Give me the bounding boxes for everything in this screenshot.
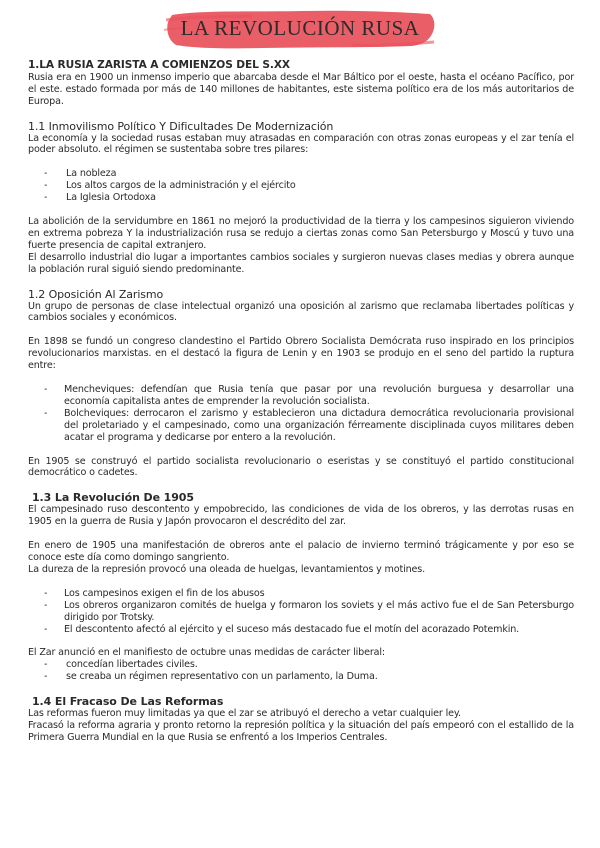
measures-list [28,659,574,683]
paragraph: Las reformas fueron muy limitadas ya que el zar se atribuyó el derecho a vetar cualquier ley. [28,708,461,720]
list-item: - Los obreros organizaron comités de huelga y formaron los soviets y el más activo fue el de San Petersburgo dirigido por Trotsky. [28,600,574,624]
title-banner [162,6,438,52]
paragraph: La abolición de la servidumbre en 1861 no mejoró la productividad de la tierra y los campesinos siguieron viviendo en extrema pobreza Y la industrialización rusa se redujo a ciertas zonas como San Petersburgo y Moscú y tuvo una fuerte presencia de capital extranjero. [28,216,574,251]
section-heading: 1.2 Oposición Al Zarismo [28,287,164,301]
paragraph: La economía y la sociedad rusas estaban muy atrasadas en comparación con otras zonas europeas y el zar tenía el poder absoluto. el régimen se sustentaba sobre tres pilares: [28,132,574,156]
list-item: - La Iglesia Ortodoxa [28,192,574,204]
list-item: - La nobleza [28,168,574,180]
list-item: - Los campesinos exigen el fin de los abusos [28,588,574,600]
page-title: LA REVOLUCIÓN RUSA [180,16,420,40]
events-list [28,588,574,636]
paragraph: En 1898 se fundó un congreso clandestino el Partido Obrero Socialista Demócrata ruso inspirado en los principios revolucionarios marxistas. en el destacó la figura de Lenin y en 1903 se produjo en el seno del partido la ruptura entre: [28,336,574,372]
list-item: - Mencheviques: defendían que Rusia tenía que pasar por una revolución burguesa y desarrollar una economía capitalista antes de emprender la revolución socialista. [28,384,574,408]
list-item: - El descontento afectó al ejército y el suceso más destacado fue el motín del acorazado Potemkin. [28,624,574,636]
paragraph: El Zar anunció en el manifiesto de octubre unas medidas de carácter liberal: [28,647,385,659]
section-heading: 1.4 El Fracaso De Las Reformas [32,695,224,709]
paragraph: El campesinado ruso descontento y empobrecido, las condiciones de vida de los obreros, y las derrotas rusas en 1905 en la guerra de Rusia y Japón provocaron el descrédito del zar. [28,504,574,528]
paragraph: En 1905 se construyó el partido socialista revolucionario o eseristas y se constituyó el partido constitucional democrático o cadetes. [28,455,574,479]
paragraph: La dureza de la represión provocó una oleada de huelgas, levantamientos y motines. [28,563,426,575]
paragraph: Un grupo de personas de clase intelectual organizó una oposición al zarismo que reclamaba libertades políticas y cambios sociales y económicos. [28,300,574,324]
list-item: - se creaba un régimen representativo con un parlamento, la Duma. [28,671,574,683]
section-heading: 1.1 Inmovilismo Político Y Dificultades De Modernización [28,119,334,133]
paragraph: El desarrollo industrial dio lugar a importantes cambios sociales y surgieron nuevas clases medias y obrera aunque la población rural siguió siendo predominante. [28,251,574,275]
factions-list [28,384,574,444]
paragraph: Fracasó la reforma agraria y pronto retorno la represión política y la situación del país empeoró con el estallido de la Primera Guerra Mundial en la que Rusia se enfrentó a los Imperios Centrales. [28,719,574,743]
list-item: - Bolcheviques: derrocaron el zarismo y establecieron una dictadura democrática revolucionaria provisional del proletariado y el campesinado, como una organización férreamente disciplinada cuyos militares deben acatar el programa y dedicarse por entero a la revolución. [28,408,574,444]
document-body [28,60,574,744]
section-heading: 1.LA RUSIA ZARISTA A COMIENZOS DEL S.XX [28,59,290,71]
pillars-list [28,168,574,204]
section-heading: 1.3 La Revolución De 1905 [32,491,194,505]
paragraph: Rusia era en 1900 un inmenso imperio que abarcaba desde el Mar Báltico por el oeste, hasta el océano Pacífico, por el este. estado formada por más de 140 millones de habitantes, este sistema político era de los más autoritarios de Europa. [28,71,574,107]
list-item: - Los altos cargos de la administración y el ejército [28,180,574,192]
list-item: - concedían libertades civiles. [28,659,574,671]
paragraph: En enero de 1905 una manifestación de obreros ante el palacio de invierno terminó trágicamente y por eso se conoce este día como domingo sangriento. [28,540,574,563]
